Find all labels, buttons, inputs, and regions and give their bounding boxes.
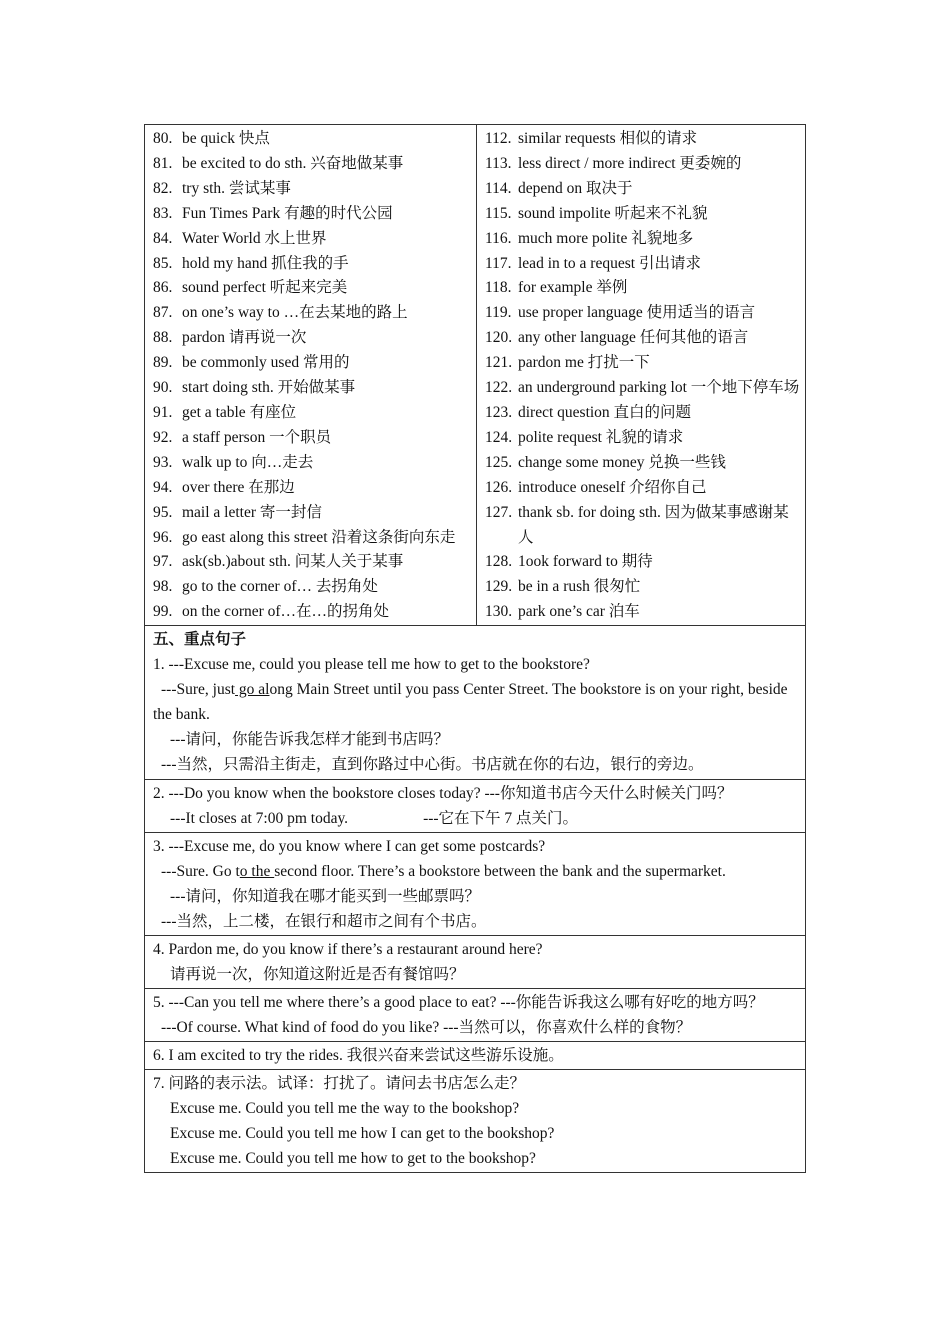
sentence-3-answer: [153, 859, 797, 884]
vocab-item: [153, 301, 476, 326]
vocab-item-number: 88.: [153, 329, 173, 347]
sentence-block-3: [144, 833, 806, 936]
vocab-item-number: 86.: [153, 279, 173, 297]
vocab-item-number: 129.: [485, 578, 513, 596]
vocab-item: [485, 451, 807, 476]
vocabulary-column-left: [145, 125, 477, 625]
vocab-item-text: park one’s car 泊车: [518, 603, 640, 621]
vocab-item: [485, 252, 807, 277]
vocab-item: [153, 202, 476, 227]
vocab-item-text: a staff person 一个职员: [182, 428, 332, 446]
sentence-3-answer-post: second floor. There’s a bookstore between the bank and the supermarket.: [274, 863, 726, 881]
sentence-1-answer: [145, 677, 797, 727]
vocab-item-number: 117.: [485, 254, 512, 272]
vocab-item-number: 114.: [485, 179, 512, 197]
vocab-item: [485, 152, 807, 177]
vocab-item-number: 124.: [485, 428, 513, 446]
vocab-item: [485, 401, 807, 426]
vocab-item: [485, 351, 807, 376]
vocab-item-text: lead in to a request 引出请求: [518, 254, 701, 272]
vocab-item-number: 112.: [485, 130, 512, 147]
vocab-item-text: try sth. 尝试某事: [182, 179, 291, 197]
vocab-item-number: 84.: [153, 229, 173, 247]
vocab-item: [485, 202, 807, 227]
vocab-item-text: be quick 快点: [182, 130, 270, 147]
vocab-item-number: 127.: [485, 503, 513, 521]
sentence-3-question: 3. ---Excuse me, do you know where I can get some postcards?: [153, 838, 546, 856]
vocab-item: [485, 326, 807, 351]
sentence-3-translation-a: ---当然，上二楼，在银行和超市之间有个书店。: [161, 913, 487, 931]
sentence-block-2: [144, 780, 806, 833]
vocab-item-text: be commonly used 常用的: [182, 354, 350, 372]
vocab-item: [485, 550, 807, 575]
vocab-item: [153, 426, 476, 451]
vocab-item: [153, 476, 476, 501]
vocab-item-number: 95.: [153, 503, 173, 521]
vocab-item-number: 123.: [485, 403, 513, 421]
vocab-item-number: 118.: [485, 279, 512, 297]
vocab-item-text: start doing sth. 开始做某事: [182, 379, 356, 397]
sentence-7-title: 7. 问路的表示法。试译：打扰了。请问去书店怎么走？: [153, 1075, 526, 1093]
vocab-item: [485, 301, 807, 326]
vocab-item-number: 81.: [153, 154, 173, 172]
vocab-item: [153, 501, 476, 526]
sentence-6: 6. I am excited to try the rides. 我很兴奋来尝试这些游乐设施。: [153, 1047, 564, 1065]
sentence-1-answer-underlined: go al: [235, 681, 270, 699]
vocab-item-number: 87.: [153, 304, 173, 322]
vocab-item: [153, 152, 476, 177]
vocab-item-text: much more polite 礼貌地多: [518, 229, 694, 247]
vocab-item: [153, 252, 476, 277]
sentence-block-7: [144, 1070, 806, 1173]
vocab-item: [485, 426, 807, 451]
vocab-item-text: depend on 取决于: [518, 179, 633, 197]
vocab-item-number: 122.: [485, 379, 513, 397]
vocab-item: [153, 526, 476, 551]
vocabulary-column-right: [477, 125, 807, 625]
vocab-item-number: 85.: [153, 254, 173, 272]
vocab-item-number: 97.: [153, 553, 173, 571]
sentence-7-option-3: Excuse me. Could you tell me how to get to the bookshop?: [170, 1150, 536, 1168]
sentence-1-question: 1. ---Excuse me, could you please tell me how to get to the bookstore?: [153, 656, 590, 674]
vocab-item-text: Water World 水上世界: [182, 229, 327, 247]
vocab-item: [485, 575, 807, 600]
vocab-item: [485, 600, 807, 625]
vocab-item-number: 82.: [153, 179, 173, 197]
vocab-item: [485, 227, 807, 252]
vocab-item: [153, 351, 476, 376]
vocab-item-number: 96.: [153, 528, 173, 546]
section-title: 五、重点句子: [153, 631, 247, 649]
vocab-item: [153, 177, 476, 202]
vocab-item-text: introduce oneself 介绍你自己: [518, 478, 707, 496]
vocab-item: [485, 276, 807, 301]
vocab-item-text: change some money 兑换一些钱: [518, 453, 726, 471]
vocab-item: [485, 127, 807, 152]
document-page: [144, 124, 806, 1173]
vocab-item-text: on the corner of…在…的拐角处: [182, 603, 390, 621]
sentence-4-zh: 请再说一次，你知道这附近是否有餐馆吗？: [170, 966, 465, 984]
vocab-item: [153, 227, 476, 252]
vocab-item-text: 1ook forward to 期待: [518, 553, 653, 571]
sentence-1-answer-post: ong Main Street until you pass Center Street. The bookstore is on your right, beside the bank.: [153, 681, 788, 724]
sentence-5-answer: ---Of course. What kind of food do you like? ---当然可以，你喜欢什么样的食物？: [161, 1019, 692, 1037]
vocabulary-table: [144, 124, 806, 626]
sentence-2-answer: [153, 806, 797, 831]
vocab-item: [153, 376, 476, 401]
vocab-item-number: 94.: [153, 478, 173, 496]
vocab-item-text: be excited to do sth. 兴奋地做某事: [182, 154, 404, 172]
sentence-2-answer-en: ---It closes at 7:00 pm today.: [170, 810, 349, 828]
vocab-item-number: 116.: [485, 229, 512, 247]
vocab-item-number: 91.: [153, 403, 173, 421]
sentence-5-question: 5. ---Can you tell me where there’s a good place to eat? ---你能告诉我这么哪有好吃的地方吗？: [153, 994, 764, 1012]
vocab-item-text: sound impolite 听起来不礼貌: [518, 204, 708, 222]
vocab-item-number: 119.: [485, 304, 512, 322]
vocab-item-text: any other language 任何其他的语言: [518, 329, 749, 347]
vocab-item-number: 130.: [485, 603, 513, 621]
vocab-item-number: 83.: [153, 204, 173, 222]
vocab-item-text: ask(sb.)about sth. 问某人关于某事: [182, 553, 404, 571]
vocab-item: [485, 501, 807, 551]
vocab-item: [485, 476, 807, 501]
vocab-item-text: an underground parking lot 一个地下停车场: [518, 379, 800, 397]
vocab-item: [153, 326, 476, 351]
vocab-item: [153, 401, 476, 426]
vocab-item-number: 113.: [485, 154, 512, 172]
vocab-item: [485, 177, 807, 202]
vocab-item-number: 115.: [485, 204, 512, 222]
vocab-item-text: be in a rush 很匆忙: [518, 578, 641, 596]
vocab-item-number: 128.: [485, 553, 513, 571]
vocab-item-text: for example 举例: [518, 279, 628, 297]
sentence-2-question: 2. ---Do you know when the bookstore closes today? ---你知道书店今天什么时候关门吗？: [153, 785, 733, 803]
sentence-2-answer-zh: ---它在下午 7 点关门。: [423, 810, 579, 828]
sentence-7-option-2: Excuse me. Could you tell me how I can get to the bookshop?: [170, 1125, 555, 1143]
vocab-item-number: 90.: [153, 379, 173, 397]
vocab-item-number: 89.: [153, 354, 173, 372]
vocab-item-text: thank sb. for doing sth. 因为做某事感谢某人: [518, 503, 789, 546]
vocab-item-text: go to the corner of… 去拐角处: [182, 578, 378, 596]
vocab-item: [153, 127, 476, 152]
vocab-item-text: walk up to 向…走去: [182, 453, 314, 471]
vocab-item-text: pardon 请再说一次: [182, 329, 307, 347]
vocab-item-number: 93.: [153, 453, 173, 471]
sentence-7-option-1: Excuse me. Could you tell me the way to the bookshop?: [170, 1100, 520, 1118]
vocab-item-text: pardon me 打扰一下: [518, 354, 650, 372]
vocab-item-text: sound perfect 听起来完美: [182, 279, 348, 297]
sentence-3-answer-pre: ---Sure. Go t: [161, 863, 240, 881]
vocab-item-text: over there 在那边: [182, 478, 295, 496]
sentence-block-5: [144, 989, 806, 1042]
vocab-item-number: 92.: [153, 428, 173, 446]
vocab-item-number: 125.: [485, 453, 513, 471]
sentence-1-translation-q: ---请问，你能告诉我怎样才能到书店吗？: [170, 731, 449, 749]
vocab-item-text: polite request 礼貌的请求: [518, 428, 684, 446]
vocab-item-text: less direct / more indirect 更委婉的: [518, 154, 742, 172]
vocab-item-text: get a table 有座位: [182, 403, 297, 421]
sentence-block-1: [144, 626, 806, 780]
sentence-1-answer-pre: ---Sure, just: [161, 681, 236, 699]
vocab-item-number: 99.: [153, 603, 173, 621]
vocab-item-text: hold my hand 抓住我的手: [182, 254, 349, 272]
vocab-item-number: 80.: [153, 130, 173, 147]
sentence-4-en: 4. Pardon me, do you know if there’s a restaurant around here?: [153, 941, 543, 959]
vocab-item-text: use proper language 使用适当的语言: [518, 304, 756, 322]
sentence-1-translation-a: ---当然，只需沿主街走，直到你路过中心街。书店就在你的右边，银行的旁边。: [161, 756, 704, 774]
sentence-3-answer-underlined: o the: [239, 863, 275, 881]
vocab-item-number: 121.: [485, 354, 513, 372]
vocab-item: [153, 550, 476, 575]
vocab-item-text: direct question 直白的问题: [518, 403, 692, 421]
vocab-item-text: similar requests 相似的请求: [518, 130, 698, 147]
vocab-item: [485, 376, 807, 401]
vocab-item-number: 98.: [153, 578, 173, 596]
vocab-item-text: go east along this street 沿着这条街向东走: [182, 528, 456, 546]
vocab-item: [153, 575, 476, 600]
vocab-item: [153, 276, 476, 301]
sentence-3-translation-q: ---请问，你知道我在哪才能买到一些邮票吗？: [170, 888, 480, 906]
sentence-block-6: [144, 1042, 806, 1070]
vocab-item: [153, 600, 476, 625]
vocab-item-number: 126.: [485, 478, 513, 496]
sentence-block-4: [144, 936, 806, 989]
vocab-item-text: mail a letter 寄一封信: [182, 503, 322, 521]
vocab-item-text: on one’s way to …在去某地的路上: [182, 304, 408, 322]
vocab-item-number: 120.: [485, 329, 513, 347]
vocab-item: [153, 451, 476, 476]
vocab-item-text: Fun Times Park 有趣的时代公园: [182, 204, 393, 222]
